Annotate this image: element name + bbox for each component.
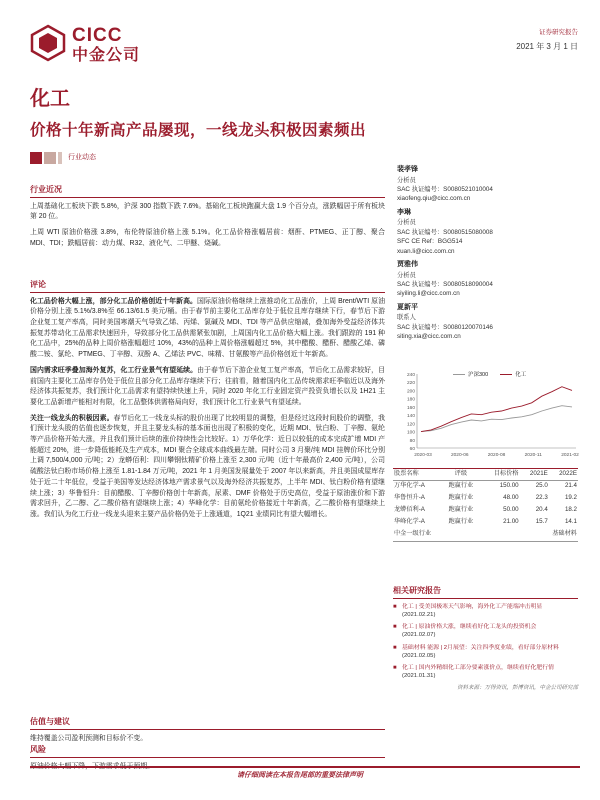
y-tick-label: 60 (409, 447, 415, 452)
analyst-name: 夏新平 (397, 303, 418, 311)
column-header: 2022E (549, 469, 578, 481)
cicc-logo (30, 22, 140, 66)
report-tag: 行业动态 (68, 153, 96, 161)
table-source: 中金一级行业 (393, 529, 520, 541)
table-cell: 华峰化学-A (394, 518, 425, 526)
table-cell: 14.1 (564, 518, 577, 526)
analyst-role: 分析员 (397, 176, 416, 184)
analyst-email[interactable]: xiaofeng.qiu@cicc.com.cn (397, 195, 471, 203)
related-report-title[interactable]: 化工 | 原油价格大涨，继续看好化工龙头的投资机会 (402, 624, 537, 631)
table-cell: 21.4 (564, 482, 577, 490)
y-tick-label: 120 (406, 422, 415, 428)
analyst-card (397, 165, 577, 204)
analyst-role: 分析员 (397, 219, 416, 227)
tag-square-icon (44, 152, 56, 164)
analyst-card (397, 208, 577, 256)
y-tick-label: 160 (406, 405, 415, 411)
paragraph-lead: 化工品价格大幅上涨，部分化工品价格创近十年新高。 (30, 297, 198, 305)
report-title: 价格十年新高产品屡现，一线龙头积极因素频出 (30, 122, 367, 139)
table-cell: 华鲁恒升-A (394, 494, 425, 502)
column-header: 股票名称 (393, 469, 441, 481)
related-report-item[interactable] (393, 644, 578, 661)
related-report-item[interactable] (393, 623, 578, 640)
price-chart-svg (397, 370, 582, 460)
paragraph-lead: 国内需求旺季叠加海外复苏，化工行业景气有望延续。 (30, 366, 198, 374)
y-tick-label: 200 (406, 389, 415, 395)
paragraph: 上周 WTI 原油价格涨 3.8%，布伦特原油价格上涨 5.1%。化工品价格涨幅居前：烟酐、PTMEG、正丁醇、聚合 MDI、TDI；跌幅居前：动力煤、R32、液化气、二甲醚、烧碱。 (30, 229, 385, 247)
paragraph (30, 414, 385, 521)
table-row (393, 517, 578, 529)
related-source: 资料来源：万得资讯，彭博资讯，中金公司研究部 (456, 684, 578, 691)
analyst-role: 分析员 (397, 271, 416, 279)
analyst-email[interactable]: siyiling.li@cicc.com.cn (397, 290, 460, 298)
table-cell: 跑赢行业 (448, 494, 474, 502)
column-header: 评级 (441, 469, 480, 481)
table-cell: 150.00 (499, 482, 519, 490)
analyst-list (397, 165, 577, 346)
table-source-row (393, 529, 578, 541)
bullet-icon: ■ (393, 644, 397, 651)
section-heading: 风险 (30, 744, 385, 758)
legend-label: 沪深300 (468, 372, 489, 378)
table-cell: 龙蟒佰利-A (394, 506, 425, 514)
cicc-emblem-icon (30, 24, 66, 62)
analyst-name: 裴孝锋 (397, 166, 418, 173)
related-report-title[interactable]: 化工 | 国内外精细化工部分要素涨价点，继续看好化肥行情 (402, 665, 555, 672)
section-heading: 估值与建议 (30, 716, 385, 730)
paragraph-lead: 关注一线龙头的积极因素。 (30, 414, 114, 422)
analyst-id: SAC 执证编号：S0080120070146 (397, 323, 493, 331)
related-report-date: (2021.02.21) (402, 611, 436, 618)
x-tick-label: 2020-08 (487, 453, 506, 458)
related-report-title[interactable]: 基础材料 能源 | 2月展望：关注四季度业绩，看好部分原材料 (402, 644, 559, 651)
logo-text-en: CICC (72, 25, 123, 46)
series-line-index (421, 406, 572, 432)
paragraph-body: 国际原油价格继续上涨推动化工品涨价，上周 Brent/WTI 原油价格分别上涨 5.1%/3.8%至 66.13/61.5 美元/桶。由于春节前主要化工品库存处于低位且库存继续下行，春节后下游企业复工复产率高，同时美国寒潮天气导致乙烯、丙烯、氯碱及 MDI、TDI 等产品供应缩减，叠加海外受益经济体共振复苏带动化工品需求快速回升，导致部分化工品供需紧张加剧，上周国内化工品价格大幅上涨。我们跟踪的 191 种化工品中，25%的品种上周价格涨幅超过 10%，43%的品种上周价格涨幅超过 5%，其中醋酸、醋酐、醋酸乙烯、磷酸二铵、氯纶、PTMEG、丁辛醇、双酚 A、乙烯法 PVC、味精、甘氨酸等产品价格创近十年新高。 (30, 297, 386, 359)
y-tick-label: 240 (406, 373, 415, 378)
table-cell: 15.7 (535, 518, 548, 526)
related-reports (393, 585, 578, 693)
report-tag-bar (30, 152, 96, 164)
y-tick-label: 180 (406, 397, 415, 403)
table-source-right: 基础材料 (520, 529, 578, 541)
table-cell: 48.00 (503, 494, 519, 502)
paragraph-body: 由于春节后下游企业复工复产率高，节后化工品需求较好，目前国内主要化工品库存仍处于低位且部分化工品库存继续下行；往前看，随着国内化工品传统需求旺季临近以及海外经济体共振复苏，我们预计化工品需求有望持续快速上升，同时 2020 年化工行业固定资产投资负增长以及 1H21 主要化工品新增产能相对有限，化工品整体供需格局向好，我们预计化工行业景气有望延续。 (30, 366, 385, 406)
analyst-role: 联系人 (397, 314, 416, 322)
table-cell: 21.00 (503, 518, 519, 526)
table-header-row (393, 469, 578, 481)
section-heading: 评论 (30, 279, 385, 293)
y-tick-label: 140 (406, 414, 415, 420)
footer-divider (30, 766, 580, 768)
y-tick-label: 220 (406, 381, 415, 387)
table-cell: 19.2 (564, 494, 577, 502)
table-cell: 跑赢行业 (448, 506, 474, 514)
analyst-id: SAC 执证编号：S0080518090004 (397, 281, 493, 288)
related-report-date: (2021.01.31) (402, 673, 436, 680)
y-tick-label: 80 (409, 438, 415, 444)
section-comment (30, 279, 385, 526)
tag-square-icon (58, 152, 62, 164)
section-trend (30, 184, 385, 254)
analyst-id: SAC 执证编号：S0080521010004 (397, 185, 493, 193)
stock-rating-table (393, 468, 578, 542)
section-heading: 行业近况 (30, 184, 385, 198)
tag-square-icon (30, 152, 42, 164)
industry-title: 化工 (30, 88, 70, 110)
table-cell: 20.4 (535, 506, 548, 514)
column-header: 目标价格 (480, 469, 519, 481)
paragraph (30, 297, 385, 361)
bullet-icon: ■ (393, 624, 397, 631)
table-cell: 跑赢行业 (448, 518, 474, 526)
legend-label: 化工 (515, 372, 527, 378)
analyst-name: 李琳 (397, 208, 411, 216)
y-tick-label: 100 (406, 430, 415, 436)
bullet-icon: ■ (393, 603, 397, 610)
analyst-name: 贾雅伟 (397, 261, 418, 269)
table-cell: 50.00 (503, 506, 519, 514)
analyst-card (397, 303, 577, 342)
related-report-title[interactable]: 化工 | 受美国极寒天气影响，海外化工产能端冲击明显 (402, 603, 543, 610)
logo-text-cn: 中金公司 (72, 47, 141, 64)
column-header: 2021E (520, 469, 549, 481)
analyst-email[interactable]: siting.xia@cicc.com.cn (397, 333, 461, 341)
x-tick-label: 2020-03 (414, 453, 432, 458)
analyst-card (397, 260, 577, 299)
related-report-item[interactable] (393, 603, 578, 620)
x-tick-label: 2021-02 (561, 453, 579, 458)
table-row (393, 505, 578, 517)
x-tick-label: 2020-06 (450, 453, 469, 458)
analyst-email[interactable]: xuan.li@cicc.com.cn (397, 247, 455, 255)
table-cell: 25.0 (535, 482, 548, 490)
table-cell: 万华化学-A (394, 482, 425, 490)
price-chart (397, 370, 582, 460)
x-tick-label: 2020-11 (524, 453, 542, 458)
analyst-sfc: SFC CE Ref：BGG514 (397, 238, 463, 246)
related-report-item[interactable] (393, 664, 578, 681)
table-row (393, 480, 578, 492)
paragraph: 上周基础化工板块下跌 5.8%，沪深 300 指数下跌 7.6%。基础化工板块跑赢大盘 1.9 个百分点，涨跌幅居于所有板块第 20 位。 (30, 202, 385, 221)
related-heading: 相关研究报告 (393, 585, 578, 599)
table-cell: 跑赢行业 (448, 482, 474, 490)
related-report-date: (2021.02.07) (402, 632, 436, 639)
paragraph-body: 春节后化工一线龙头标的股价出现了比较明显的调整，但是经过这段时间股价的调整，我们预计龙头股的估值也逐步恢复，并且主要龙头标的基本面也出现了积极的变化，近期 MDI、钛白粉、丁辛醇、氨纶等产品价格开始大涨，并且我们预计后续的涨价持续性会比较好。1）万华化学：近日以较低的成本完成扩增 MDI 产能超过 20%，进一步降低能耗及生产成本，MDI 聚合全球成本曲线最左端。同时公司 3 月聚/纯 MDI 挂牌价环比分别上调 7,500/4,000 元/吨；2）龙蟒佰利：四川攀钢钛精矿价格上涨至 2,300 元/吨（近十年最高价 2,400 元/吨），公司硫酸法钛白粉市场价格上涨至 1.81-1.84 万元/吨，2021 年 1 月美国发展量处于 2007 年以来新高，并且美国成屋库存处于近二十年低位，受益于美国等发达经济体地产需求景气以及海外经济共振复苏，上半年 MDI、钛白粉价格有望继续上涨；3）华鲁恒升：目前醋酸、丁辛醇价格创十年新高，尿素、DMF 价格处于历史高位，受益于原油涨价和下游需求回升，乙二醇、乙二酸价格有望继续上涨；4）华峰化学：目前氨纶价格接近十年新高，乙二酸价格有望继续上涨。我们认为化工行业一线龙头迎来主要产品价格仍处于上涨通道，1Q21 业绩同比有望大幅增长。 (30, 414, 385, 518)
paragraph (30, 366, 385, 409)
bullet-icon: ■ (393, 665, 397, 672)
related-report-date: (2021.02.05) (402, 652, 436, 659)
header-meta (516, 28, 578, 53)
table-cell: 18.2 (564, 506, 577, 514)
legal-notice[interactable]: 请仔细阅读在本报告尾部的重要法律声明 (237, 772, 363, 779)
paragraph: 维持覆盖公司盈利预测和目标价不变。 (30, 734, 148, 742)
analyst-id: SAC 执证编号：S0080515080008 (397, 228, 493, 236)
table-row (393, 493, 578, 505)
report-type: 证券研究报告 (539, 29, 578, 36)
report-date: 2021 年 3 月 1 日 (516, 42, 578, 52)
table-cell: 22.3 (535, 494, 548, 502)
